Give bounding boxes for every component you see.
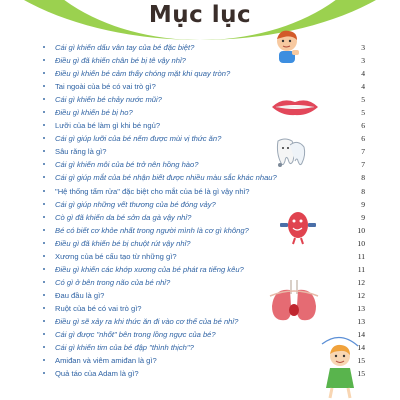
toc-entry-page-number: 10 xyxy=(357,238,365,248)
toc-entry-title: Điều gì khiến bé bị ho? xyxy=(55,108,133,118)
toc-entry[interactable] xyxy=(0,158,400,171)
toc-entry[interactable] xyxy=(0,263,400,276)
toc-entry-title: Bé có biết cơ khỏe nhất trong người mình là cơ gì không? xyxy=(55,225,249,235)
bullet-icon xyxy=(43,203,45,205)
lungs-icon xyxy=(268,276,320,326)
bullet-icon xyxy=(43,98,45,100)
toc-entry-page-number: 5 xyxy=(361,108,365,118)
toc-entry-page-number: 7 xyxy=(361,160,365,170)
toc-entry[interactable] xyxy=(0,106,400,119)
bullet-icon xyxy=(43,359,45,361)
toc-entry[interactable] xyxy=(0,80,400,93)
bullet-icon xyxy=(43,346,45,348)
toc-entry-title: Điều gì sẽ xảy ra khi thức ăn đi vào cơ thể của bé nhỉ? xyxy=(55,316,239,326)
bullet-icon xyxy=(43,333,45,335)
bullet-icon xyxy=(43,242,45,244)
bullet-icon xyxy=(43,294,45,296)
toc-list xyxy=(0,41,400,380)
toc-entry-title: Tai ngoài của bé có vai trò gì? xyxy=(55,82,156,92)
boy-thumb-icon xyxy=(270,28,304,66)
toc-entry-page-number: 14 xyxy=(357,343,365,353)
bullet-icon xyxy=(43,46,45,48)
toc-entry-title: Cái gì khiến môi của bé trở nên hồng hào? xyxy=(55,160,199,170)
toc-entry-title: Đau đầu là gì? xyxy=(55,290,105,300)
toc-entry-page-number: 4 xyxy=(361,82,365,92)
toc-entry-title: Cái gì giúp lưỡi của bé nếm được mùi vị thức ăn? xyxy=(55,134,222,144)
bullet-icon xyxy=(43,176,45,178)
bullet-icon xyxy=(43,72,45,74)
toc-entry-page-number: 12 xyxy=(357,277,365,287)
toc-entry-title: Amiđan và viêm amiđan là gì? xyxy=(55,356,157,366)
toc-entry-title: Sâu răng là gì? xyxy=(55,147,107,157)
toc-entry[interactable] xyxy=(0,198,400,211)
toc-entry-page-number: 14 xyxy=(357,330,365,340)
toc-entry-title: Điều gì khiến các khớp xương của bé phát ra tiếng kêu? xyxy=(55,264,244,274)
toc-entry-title: Điều gì khiến bé cảm thấy chóng mặt khi quay tròn? xyxy=(55,69,231,79)
toc-entry-page-number: 6 xyxy=(361,121,365,131)
toc-entry-page-number: 11 xyxy=(357,264,365,274)
bullet-icon xyxy=(43,216,45,218)
toc-entry[interactable] xyxy=(0,211,400,224)
toc-entry[interactable] xyxy=(0,54,400,67)
toc-entry-page-number: 8 xyxy=(361,186,365,196)
bullet-icon xyxy=(43,268,45,270)
toc-entry-page-number: 6 xyxy=(361,134,365,144)
toc-entry-page-number: 15 xyxy=(357,356,365,366)
toc-entry[interactable] xyxy=(0,224,400,237)
toc-entry[interactable] xyxy=(0,185,400,198)
toc-entry-title: Điều gì đã khiến bé bị chuột rút vậy nhỉ? xyxy=(55,238,191,248)
toc-entry[interactable] xyxy=(0,250,400,263)
toc-entry-page-number: 10 xyxy=(357,225,365,235)
toc-entry[interactable] xyxy=(0,67,400,80)
muscle-character-icon xyxy=(278,205,318,245)
toc-entry[interactable] xyxy=(0,171,400,184)
bullet-icon xyxy=(43,163,45,165)
toc-entry-title: Ruột của bé có vai trò gì? xyxy=(55,303,142,313)
bullet-icon xyxy=(43,281,45,283)
toc-entry-title: Cái gì giúp mắt của bé nhận biết được nhiều màu sắc khác nhau? xyxy=(55,173,277,183)
toc-entry-title: Lưỡi của bé làm gì khi bé ngủ? xyxy=(55,121,161,131)
toc-entry[interactable] xyxy=(0,302,400,315)
toc-entry[interactable] xyxy=(0,276,400,289)
bullet-icon xyxy=(43,372,45,374)
toc-entry[interactable] xyxy=(0,41,400,54)
bullet-icon xyxy=(43,124,45,126)
toc-entry-page-number: 3 xyxy=(361,56,365,66)
bullet-icon xyxy=(43,307,45,309)
toc-entry-page-number: 7 xyxy=(361,147,365,157)
toc-entry-title: Cái gì khiến tim của bé đập "thình thịch"? xyxy=(55,343,194,353)
bullet-icon xyxy=(43,255,45,257)
toc-entry-page-number: 13 xyxy=(357,316,365,326)
toc-entry-title: Cái gì giúp những vết thương của bé đóng vảy? xyxy=(55,199,216,209)
toc-entry-title: Quả táo của Adam là gì? xyxy=(55,369,139,379)
toc-entry[interactable] xyxy=(0,145,400,158)
toc-entry-page-number: 13 xyxy=(357,303,365,313)
toc-entry-title: Cái gì khiến dấu vân tay của bé đặc biệt? xyxy=(55,43,195,52)
toc-entry-title: Cò gì đã khiến da bé sởn da gà vậy nhỉ? xyxy=(55,212,192,222)
toc-entry[interactable] xyxy=(0,237,400,250)
page-title: Mục lục xyxy=(148,2,252,28)
toc-entry[interactable] xyxy=(0,132,400,145)
toc-entry-page-number: 15 xyxy=(357,369,365,379)
toc-entry-page-number: 9 xyxy=(361,199,365,209)
toc-entry[interactable] xyxy=(0,315,400,328)
bullet-icon xyxy=(43,111,45,113)
toc-entry-title: Có gì ở bên trong não của bé nhỉ? xyxy=(55,277,171,287)
bullet-icon xyxy=(43,137,45,139)
toc-entry-title: Cái gì khiến bé chảy nước mũi? xyxy=(55,95,162,105)
bullet-icon xyxy=(43,59,45,61)
toc-entry[interactable] xyxy=(0,93,400,106)
toc-entry-title: Cái gì được "nhốt" bên trong lồng ngực của bé? xyxy=(55,330,216,340)
bullet-icon xyxy=(43,229,45,231)
bullet-icon xyxy=(43,150,45,152)
toc-entry-title: "Hệ thống tẩm rửa" đặc biệt cho mắt của bé là gì vậy nhỉ? xyxy=(55,186,250,196)
toc-entry-page-number: 12 xyxy=(357,290,365,300)
lips-icon xyxy=(270,97,320,117)
toc-entry-page-number: 4 xyxy=(361,69,365,79)
toc-entry[interactable] xyxy=(0,289,400,302)
bullet-icon xyxy=(43,190,45,192)
toc-entry-page-number: 9 xyxy=(361,212,365,222)
toc-entry-page-number: 8 xyxy=(361,173,365,183)
toc-entry[interactable] xyxy=(0,119,400,132)
toc-entry-page-number: 5 xyxy=(361,95,365,105)
bullet-icon xyxy=(43,85,45,87)
girl-jumping-rope-icon xyxy=(316,336,364,400)
bullet-icon xyxy=(43,320,45,322)
toc-entry-page-number: 11 xyxy=(357,251,365,261)
toc-entry-title: Điều gì đã khiến chân bé bị tê vậy nhỉ? xyxy=(55,56,186,66)
toc-entry-page-number: 3 xyxy=(361,43,365,52)
toc-entry-title: Xương của bé cấu tạo từ những gì? xyxy=(55,251,177,261)
teeth-icon xyxy=(272,135,310,171)
